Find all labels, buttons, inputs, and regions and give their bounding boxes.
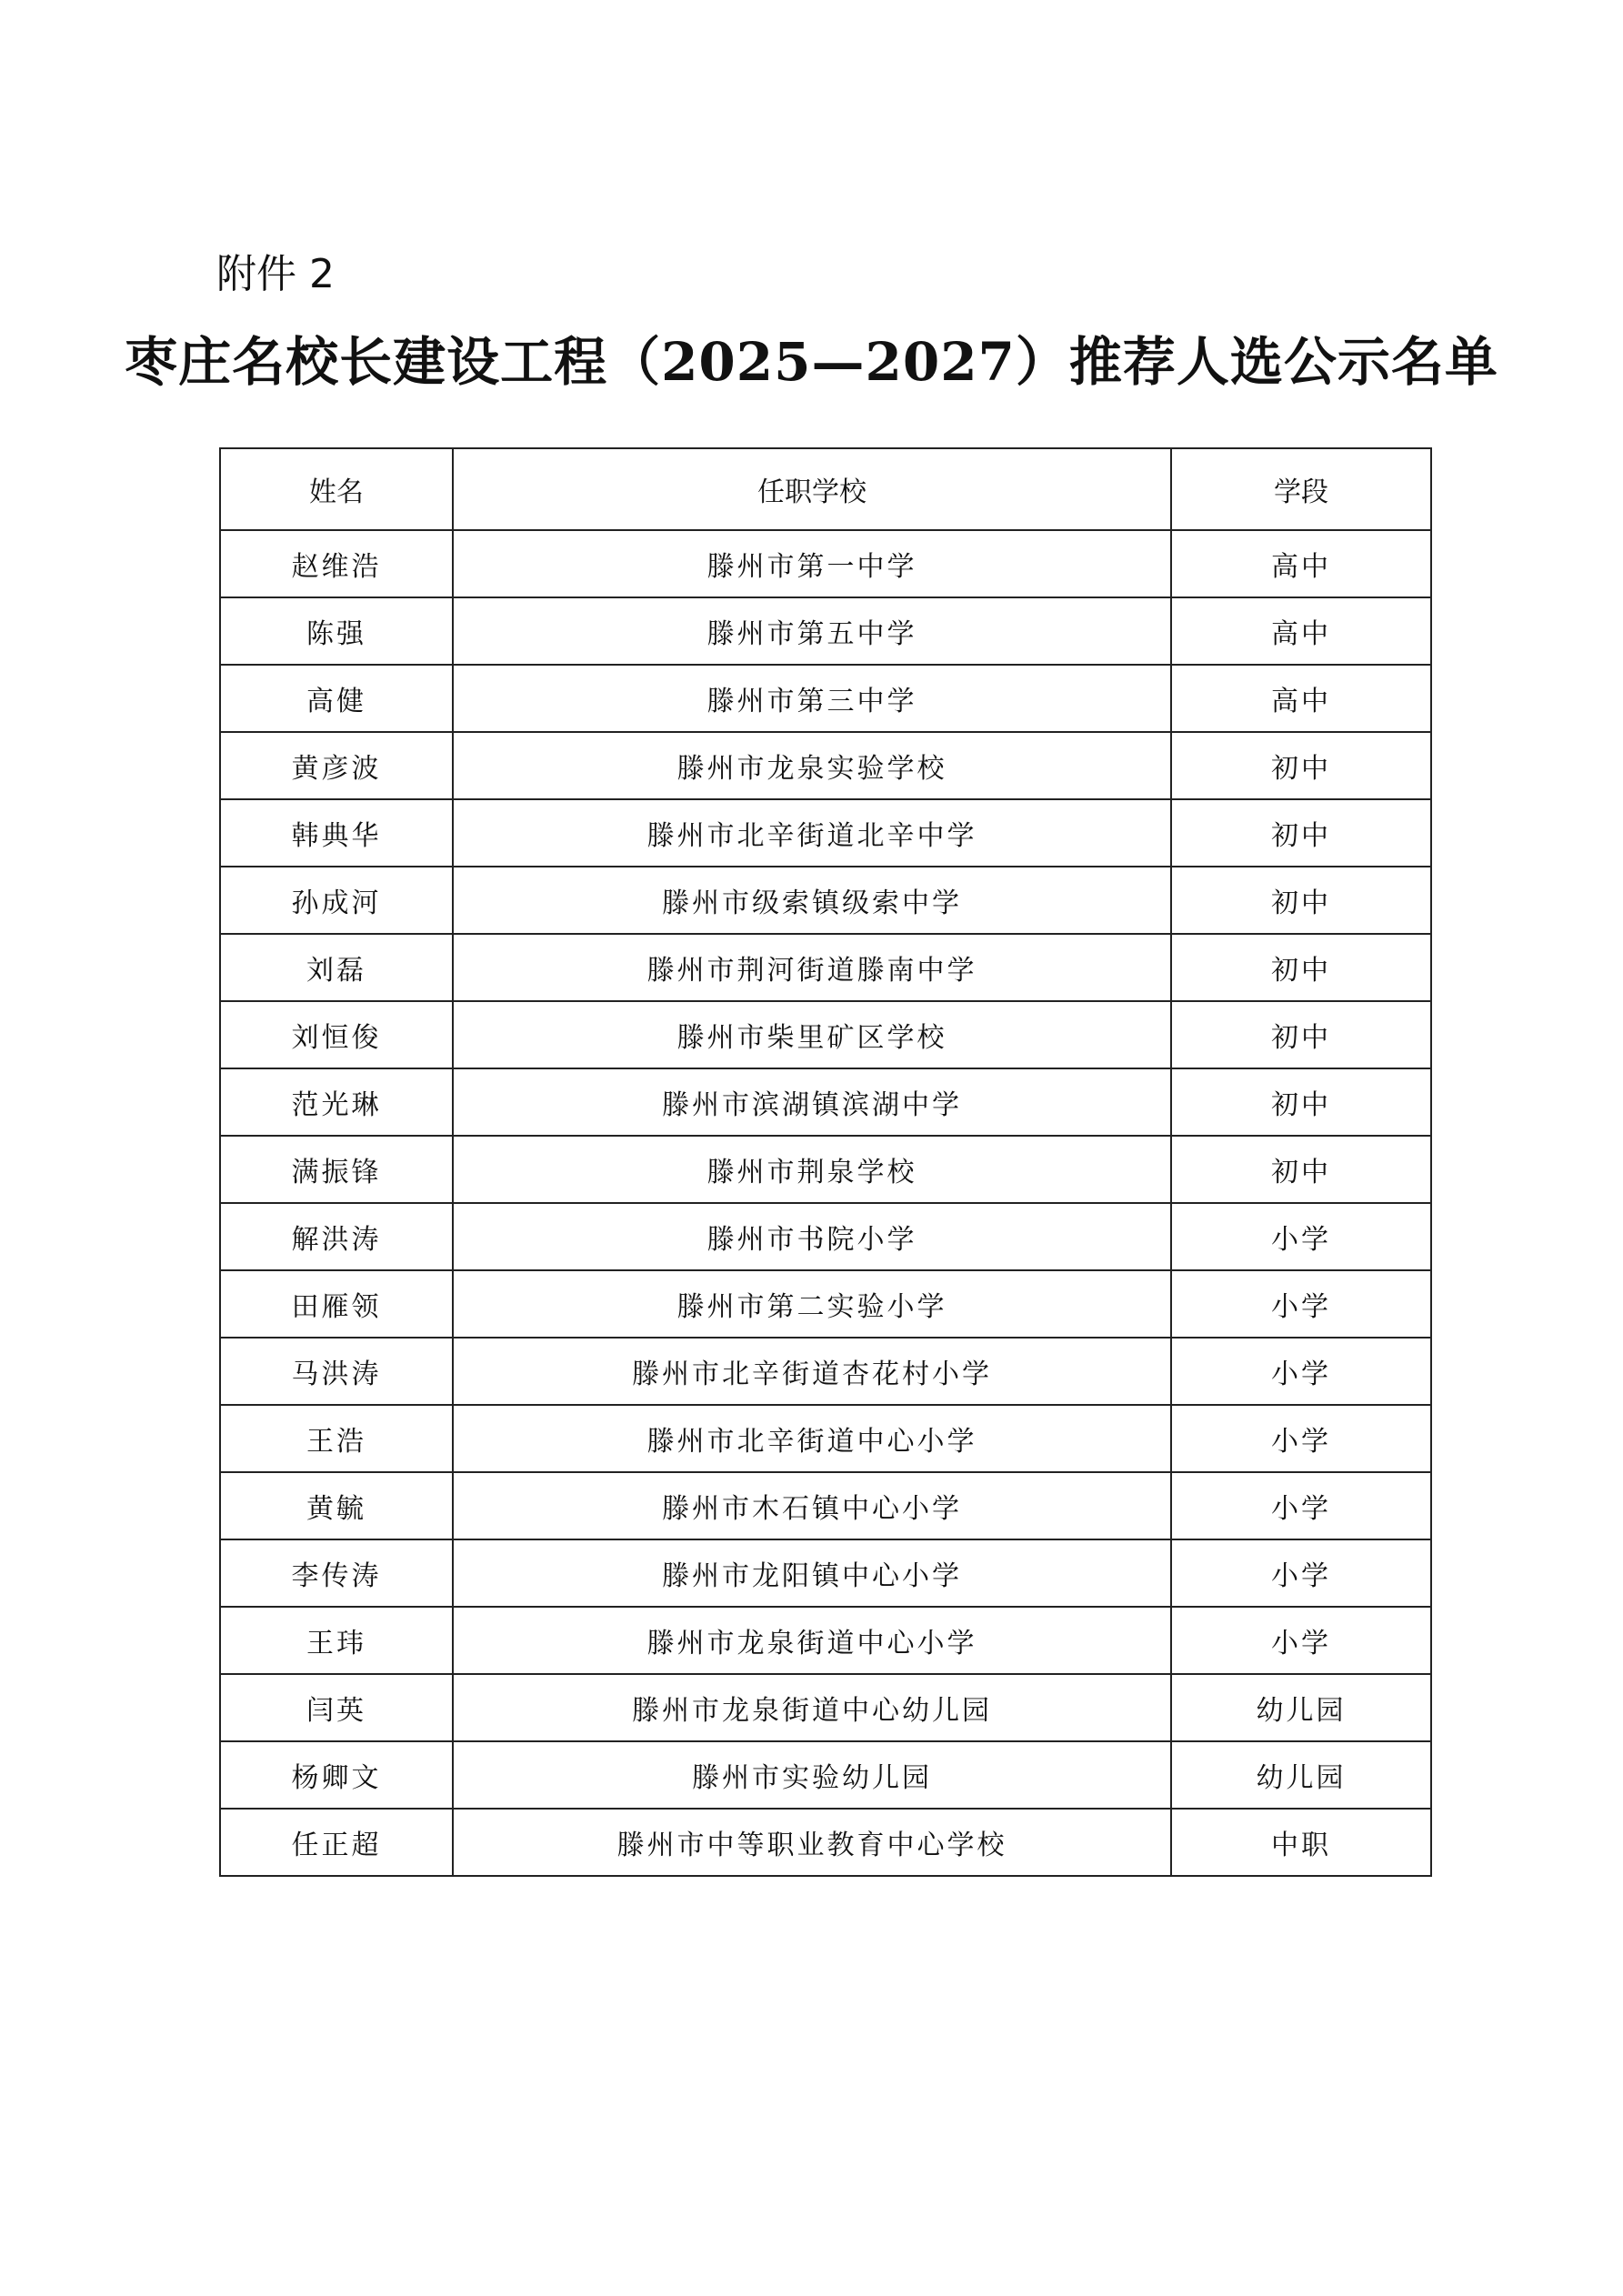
- cell-level: 幼儿园: [1171, 1741, 1431, 1809]
- cell-level: 小学: [1171, 1203, 1431, 1270]
- cell-school: 滕州市第三中学: [453, 665, 1171, 732]
- cell-name: 马洪涛: [220, 1338, 453, 1405]
- table-row: [220, 530, 1431, 597]
- cell-name: 刘恒俊: [220, 1001, 453, 1068]
- cell-school: 滕州市龙泉街道中心小学: [453, 1607, 1171, 1674]
- cell-name: 王浩: [220, 1405, 453, 1472]
- cell-school: 滕州市滨湖镇滨湖中学: [453, 1068, 1171, 1136]
- cell-name: 解洪涛: [220, 1203, 453, 1270]
- cell-name: 满振锋: [220, 1136, 453, 1203]
- table-row: [220, 732, 1431, 799]
- table-row: [220, 1674, 1431, 1741]
- attachment-label: 附件 2: [216, 251, 335, 297]
- table-row: [220, 799, 1431, 867]
- cell-school: 滕州市第二实验小学: [453, 1270, 1171, 1338]
- header-school: 任职学校: [453, 448, 1171, 530]
- table-row: [220, 597, 1431, 665]
- table-row: [220, 665, 1431, 732]
- table-row: [220, 1001, 1431, 1068]
- cell-name: 闫英: [220, 1674, 453, 1741]
- cell-level: 小学: [1171, 1472, 1431, 1539]
- table-row: [220, 1203, 1431, 1270]
- header-level: 学段: [1171, 448, 1431, 530]
- cell-school: 滕州市龙阳镇中心小学: [453, 1539, 1171, 1607]
- cell-school: 滕州市柴里矿区学校: [453, 1001, 1171, 1068]
- candidate-table: [219, 447, 1432, 1877]
- cell-name: 孙成河: [220, 867, 453, 934]
- table-row: [220, 1270, 1431, 1338]
- cell-level: 初中: [1171, 1068, 1431, 1136]
- cell-school: 滕州市第五中学: [453, 597, 1171, 665]
- table-row: [220, 1136, 1431, 1203]
- cell-level: 小学: [1171, 1338, 1431, 1405]
- cell-level: 小学: [1171, 1405, 1431, 1472]
- cell-name: 田雁领: [220, 1270, 453, 1338]
- cell-name: 杨卿文: [220, 1741, 453, 1809]
- table-row: [220, 1741, 1431, 1809]
- table-body: [220, 530, 1431, 1876]
- cell-level: 中职: [1171, 1809, 1431, 1876]
- cell-school: 滕州市木石镇中心小学: [453, 1472, 1171, 1539]
- cell-school: 滕州市中等职业教育中心学校: [453, 1809, 1171, 1876]
- table-header-row: [220, 448, 1431, 530]
- cell-school: 滕州市荆河街道滕南中学: [453, 934, 1171, 1001]
- table-row: [220, 1405, 1431, 1472]
- document-title: 枣庄名校长建设工程（2025—2027）推荐人选公示名单: [125, 331, 1498, 393]
- cell-school: 滕州市北辛街道中心小学: [453, 1405, 1171, 1472]
- cell-school: 滕州市龙泉街道中心幼儿园: [453, 1674, 1171, 1741]
- cell-level: 高中: [1171, 597, 1431, 665]
- table-row: [220, 1068, 1431, 1136]
- cell-name: 黄毓: [220, 1472, 453, 1539]
- cell-name: 李传涛: [220, 1539, 453, 1607]
- cell-name: 高健: [220, 665, 453, 732]
- table-row: [220, 1472, 1431, 1539]
- table-row: [220, 1607, 1431, 1674]
- cell-school: 滕州市实验幼儿园: [453, 1741, 1171, 1809]
- cell-school: 滕州市北辛街道北辛中学: [453, 799, 1171, 867]
- cell-name: 刘磊: [220, 934, 453, 1001]
- cell-name: 陈强: [220, 597, 453, 665]
- cell-school: 滕州市第一中学: [453, 530, 1171, 597]
- cell-school: 滕州市书院小学: [453, 1203, 1171, 1270]
- cell-level: 高中: [1171, 530, 1431, 597]
- cell-level: 初中: [1171, 1001, 1431, 1068]
- cell-level: 初中: [1171, 1136, 1431, 1203]
- cell-name: 王玮: [220, 1607, 453, 1674]
- header-name: 姓名: [220, 448, 453, 530]
- cell-level: 幼儿园: [1171, 1674, 1431, 1741]
- table-row: [220, 1338, 1431, 1405]
- cell-level: 高中: [1171, 665, 1431, 732]
- cell-school: 滕州市荆泉学校: [453, 1136, 1171, 1203]
- cell-school: 滕州市级索镇级索中学: [453, 867, 1171, 934]
- cell-level: 小学: [1171, 1607, 1431, 1674]
- cell-level: 初中: [1171, 867, 1431, 934]
- cell-level: 小学: [1171, 1539, 1431, 1607]
- cell-name: 任正超: [220, 1809, 453, 1876]
- cell-name: 赵维浩: [220, 530, 453, 597]
- table-row: [220, 1809, 1431, 1876]
- cell-level: 小学: [1171, 1270, 1431, 1338]
- cell-school: 滕州市北辛街道杏花村小学: [453, 1338, 1171, 1405]
- cell-school: 滕州市龙泉实验学校: [453, 732, 1171, 799]
- cell-name: 范光琳: [220, 1068, 453, 1136]
- table-row: [220, 867, 1431, 934]
- table-row: [220, 934, 1431, 1001]
- cell-name: 韩典华: [220, 799, 453, 867]
- cell-level: 初中: [1171, 732, 1431, 799]
- cell-level: 初中: [1171, 934, 1431, 1001]
- table-row: [220, 1539, 1431, 1607]
- cell-level: 初中: [1171, 799, 1431, 867]
- cell-name: 黄彦波: [220, 732, 453, 799]
